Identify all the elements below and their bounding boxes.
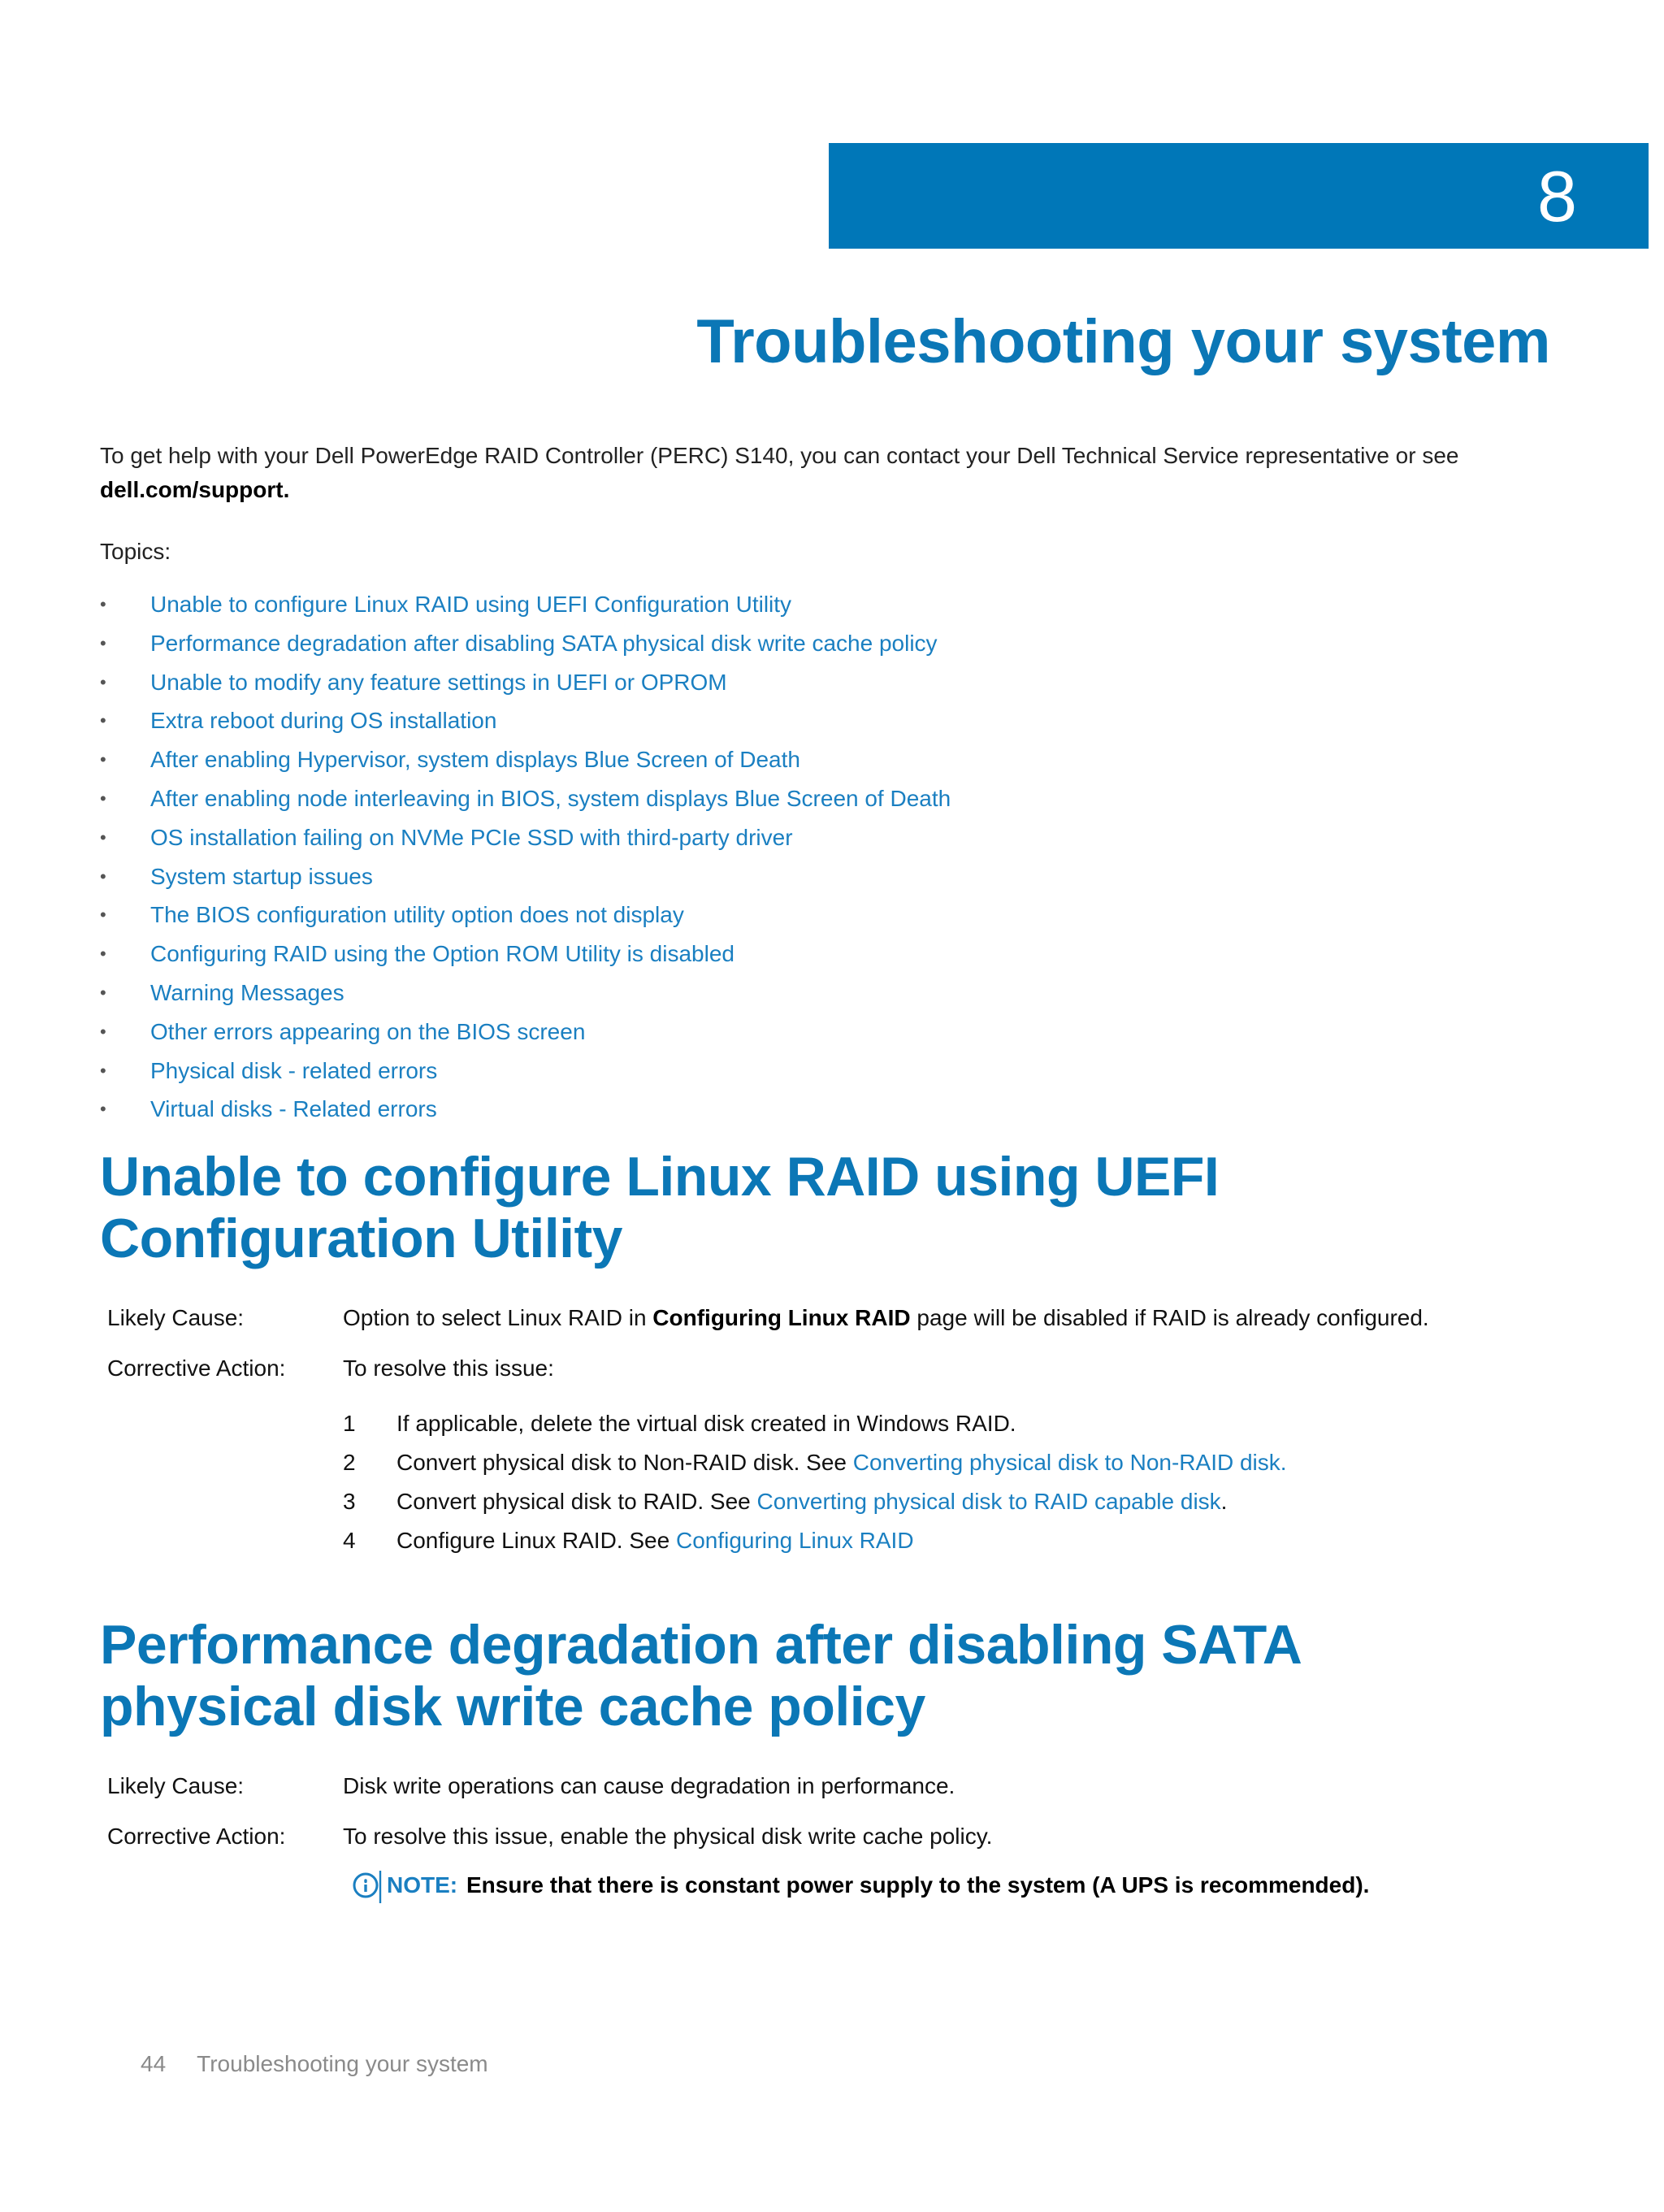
- topic-link[interactable]: Unable to modify any feature settings in UEFI or OPROM: [150, 669, 727, 695]
- topic-item[interactable]: [100, 818, 1562, 857]
- step-link[interactable]: Converting physical disk to Non-RAID disk.: [852, 1450, 1287, 1475]
- topic-link[interactable]: Configuring RAID using the Option ROM Utility is disabled: [150, 941, 734, 967]
- topic-link[interactable]: After enabling node interleaving in BIOS, system displays Blue Screen of Death: [150, 785, 951, 811]
- info-icon: [351, 1869, 384, 1905]
- topic-link[interactable]: Performance degradation after disabling SATA physical disk write cache policy: [150, 630, 938, 656]
- section-title-line: physical disk write cache policy: [100, 1676, 925, 1737]
- topic-item[interactable]: [100, 701, 1562, 740]
- likely-cause-value: Disk write operations can cause degradation in performance.: [343, 1773, 956, 1798]
- topic-item[interactable]: [100, 624, 1562, 663]
- likely-cause-label: Likely Cause:: [107, 1305, 245, 1330]
- bullet-icon: •: [100, 749, 106, 770]
- section-title-line: Unable to configure Linux RAID using UEFI: [100, 1146, 1220, 1208]
- topic-item[interactable]: [100, 779, 1562, 818]
- topic-item[interactable]: [100, 1013, 1562, 1052]
- step-number: 4: [343, 1528, 356, 1553]
- chapter-number: 8: [1537, 156, 1577, 236]
- topic-item[interactable]: [100, 740, 1562, 779]
- topics-label: Topics:: [100, 539, 171, 564]
- topic-item[interactable]: [100, 1090, 1562, 1129]
- bullet-icon: •: [100, 787, 106, 809]
- topic-item[interactable]: [100, 1052, 1562, 1091]
- likely-cause-text-end: page will be disabled if RAID is already configured.: [910, 1305, 1429, 1330]
- section-title-line: Performance degradation after disabling SATA: [100, 1614, 1302, 1676]
- step-number: 2: [343, 1450, 356, 1475]
- likely-cause-bold: Configuring Linux RAID: [652, 1305, 911, 1330]
- bullet-icon: •: [100, 943, 106, 965]
- topic-link[interactable]: Unable to configure Linux RAID using UEFI Configuration Utility: [150, 592, 792, 617]
- bullet-icon: •: [100, 710, 106, 731]
- likely-cause-value: [343, 1302, 1429, 1334]
- topic-link[interactable]: Virtual disks - Related errors: [150, 1096, 437, 1122]
- topic-link[interactable]: Warning Messages: [150, 979, 344, 1005]
- note-label: NOTE:: [387, 1872, 458, 1898]
- step-body: If applicable, delete the virtual disk created in Windows RAID.: [396, 1411, 1016, 1436]
- topic-item[interactable]: [100, 896, 1562, 935]
- step-text: [396, 1446, 1287, 1479]
- topics-list: [100, 585, 1562, 1129]
- step-link[interactable]: Configuring Linux RAID: [675, 1528, 914, 1553]
- step-body: Convert physical disk to RAID. See: [396, 1489, 757, 1514]
- intro-text: To get help with your Dell PowerEdge RAID Controller (PERC) S140, you can contact your Dell Technical Service representative or see: [100, 443, 1459, 468]
- bullet-icon: •: [100, 1021, 106, 1042]
- topic-link[interactable]: OS installation failing on NVMe PCIe SSD with third-party driver: [150, 824, 793, 850]
- corrective-action-label: Corrective Action:: [107, 1355, 286, 1381]
- topic-link[interactable]: System startup issues: [150, 863, 373, 889]
- section-title-write-cache: [100, 1614, 1562, 1737]
- bullet-icon: •: [100, 826, 106, 848]
- step-link[interactable]: Converting physical disk to RAID capable disk: [756, 1489, 1221, 1514]
- bullet-icon: •: [100, 671, 106, 692]
- topic-item[interactable]: [100, 663, 1562, 702]
- corrective-action-label: Corrective Action:: [107, 1824, 286, 1849]
- page-number: 44: [141, 2051, 167, 2076]
- topic-item[interactable]: [100, 857, 1562, 896]
- step-text: [396, 1525, 914, 1557]
- corrective-action-value: To resolve this issue, enable the physical disk write cache policy.: [343, 1824, 993, 1849]
- bullet-icon: •: [100, 865, 106, 887]
- topic-item[interactable]: [100, 585, 1562, 624]
- topic-link[interactable]: After enabling Hypervisor, system displays Blue Screen of Death: [150, 747, 800, 773]
- chapter-banner: [829, 143, 1649, 249]
- corrective-action-value: To resolve this issue:: [343, 1355, 554, 1381]
- step-number: 1: [343, 1411, 356, 1436]
- step-period: .: [1220, 1489, 1228, 1514]
- likely-cause-text: Option to select Linux RAID in: [343, 1305, 653, 1330]
- topic-link[interactable]: Extra reboot during OS installation: [150, 708, 497, 734]
- topic-item[interactable]: [100, 974, 1562, 1013]
- bullet-icon: •: [100, 904, 106, 926]
- bullet-icon: •: [100, 594, 106, 614]
- topic-link[interactable]: Other errors appearing on the BIOS screen: [150, 1018, 586, 1044]
- bullet-icon: •: [100, 1060, 106, 1081]
- topic-item[interactable]: [100, 935, 1562, 974]
- page-footer: [141, 2048, 488, 2080]
- section-title-line: Configuration Utility: [100, 1208, 622, 1269]
- step-number: 3: [343, 1489, 356, 1514]
- footer-title: Troubleshooting your system: [197, 2051, 488, 2076]
- chapter-title: Troubleshooting your system: [696, 307, 1550, 376]
- topic-link[interactable]: Physical disk - related errors: [150, 1057, 438, 1083]
- note-text: Ensure that there is constant power supply to the system (A UPS is recommended).: [466, 1872, 1370, 1898]
- step-text: [396, 1407, 1016, 1440]
- step-body: Configure Linux RAID. See: [396, 1528, 676, 1553]
- step-body: Convert physical disk to Non-RAID disk. See: [396, 1450, 853, 1475]
- bullet-icon: •: [100, 982, 106, 1003]
- bullet-icon: •: [100, 1099, 106, 1120]
- likely-cause-label: Likely Cause:: [107, 1773, 245, 1798]
- support-link[interactable]: dell.com/support.: [100, 477, 290, 502]
- intro-paragraph: [100, 439, 1562, 507]
- section-title-linux-raid: [100, 1146, 1562, 1269]
- step-text: [396, 1486, 1227, 1518]
- topic-link[interactable]: The BIOS configuration utility option does not display: [150, 902, 684, 928]
- bullet-icon: •: [100, 632, 106, 653]
